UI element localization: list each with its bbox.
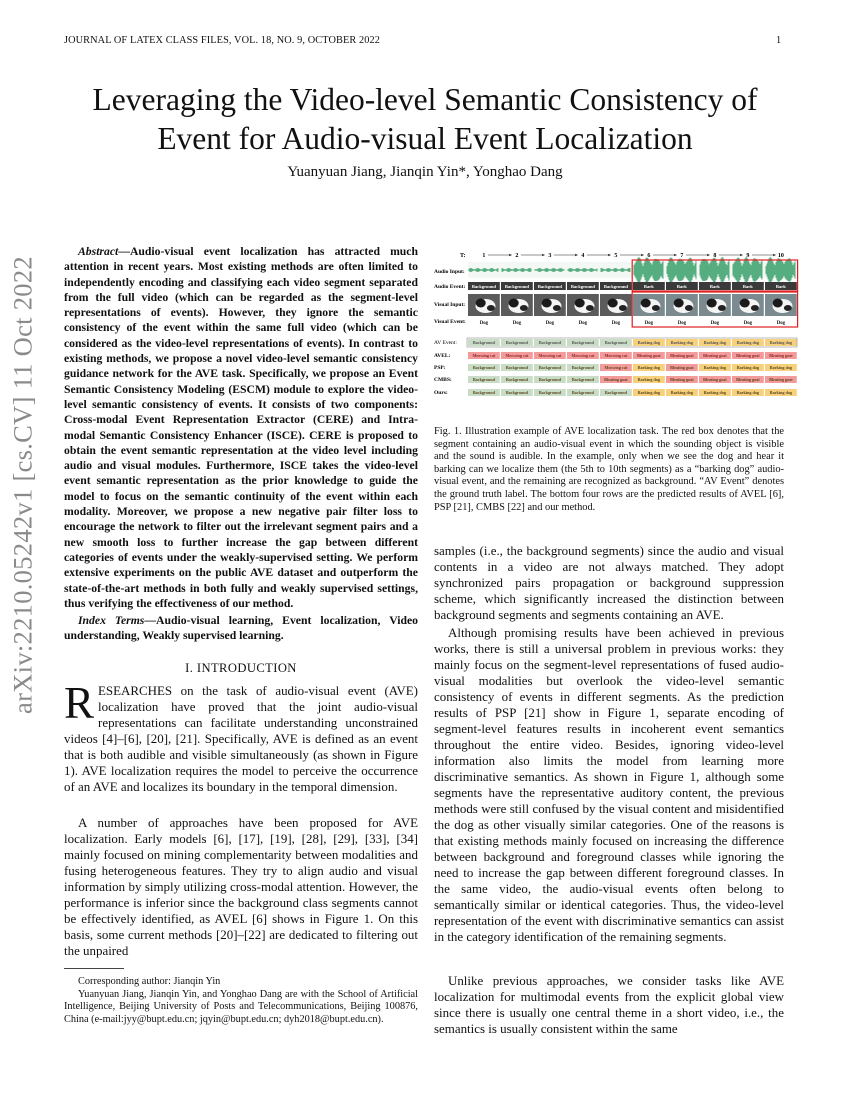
time-tick-2: 2 bbox=[515, 253, 519, 259]
psp-label-10: Barking dog bbox=[769, 364, 793, 370]
footnote-affiliation: Yuanyuan Jiang, Jianqin Yin, and Yonghao Dang are with the School of Artificial Intelligence, Beijing University of Posts and Telecommunications, Beijing 100876, China (e-mail:jyy@bupt.edu.cn; jqyin@bupt.edu.cn; dyh2018@bupt.edu.cn). bbox=[64, 988, 418, 1025]
vevent-label-2: Dog bbox=[512, 320, 522, 326]
paper-title bbox=[40, 80, 810, 158]
psp-label-5: Meowing cat bbox=[604, 364, 628, 370]
avel-label-4: Meowing cat bbox=[571, 352, 595, 358]
time-tick-6: 6 bbox=[647, 253, 651, 259]
aevent-label-6: Bark bbox=[643, 283, 654, 289]
vevent-label-7: Dog bbox=[677, 320, 687, 326]
time-tick-9: 9 bbox=[746, 253, 750, 259]
aevent-label-2: Background bbox=[504, 283, 529, 289]
time-tick-3: 3 bbox=[548, 253, 552, 259]
cmbs-label-8: Bleating goat bbox=[703, 376, 727, 382]
dog-patch-icon bbox=[553, 305, 561, 311]
index-terms-text: —Audio-visual learning, Event localization, Video understanding, Weakly supervised learning. bbox=[64, 614, 418, 643]
psp-label-1: Background bbox=[472, 364, 495, 370]
dog-patch-icon bbox=[542, 299, 552, 308]
row-label-psp: PSP: bbox=[434, 365, 446, 371]
section-heading: I. INTRODUCTION bbox=[185, 661, 297, 675]
cmbs-label-9: Bleating goat bbox=[736, 376, 760, 382]
dog-patch-icon bbox=[586, 305, 594, 311]
dog-patch-icon bbox=[674, 299, 684, 308]
ours-label-1: Background bbox=[472, 389, 495, 395]
figure-1 bbox=[432, 246, 793, 406]
psp-label-6: Barking dog bbox=[637, 364, 661, 370]
abstract bbox=[64, 244, 418, 611]
intro-p1-text: ESEARCHES on the task of audio-visual event (AVE) localization have proved that the joint audio-visual representations can facilitate understanding unconstrained videos [4]–[6], [20], [21]. Specifically, AVE is defined as an event that is both audible and visible simultaneously (as shown in Figure 1). AVE localization requires the model to perceive the occurrence of an AVE and localizes its boundary in the temporal dimension. bbox=[64, 683, 418, 794]
dog-patch-icon bbox=[773, 299, 783, 308]
aevent-label-3: Background bbox=[537, 283, 562, 289]
avel-label-6: Bleating goat bbox=[637, 352, 661, 358]
vevent-label-3: Dog bbox=[545, 320, 555, 326]
cmbs-label-4: Background bbox=[571, 376, 594, 382]
page-number: 1 bbox=[776, 35, 782, 46]
dog-patch-icon bbox=[575, 299, 585, 308]
aevent-label-1: Background bbox=[471, 283, 496, 289]
ours-label-7: Barking dog bbox=[670, 389, 694, 395]
title-line-2: Event for Audio-visual Event Localization bbox=[157, 121, 693, 156]
avel-label-5: Meowing cat bbox=[604, 352, 628, 358]
av-label-2: Background bbox=[505, 339, 528, 345]
arrow-head-icon bbox=[575, 254, 578, 257]
dog-patch-icon bbox=[520, 305, 528, 311]
time-tick-8: 8 bbox=[713, 253, 717, 259]
time-axis-label: T: bbox=[460, 253, 466, 259]
arrow-head-icon bbox=[740, 254, 743, 257]
vevent-label-8: Dog bbox=[710, 320, 720, 326]
row-label-ours: Ours: bbox=[434, 390, 448, 396]
av-label-4: Background bbox=[571, 339, 594, 345]
row-label-av-event: AV Event: bbox=[434, 340, 457, 346]
dog-patch-icon bbox=[476, 299, 486, 308]
footnote-corresponding: Corresponding author: Jianqin Yin bbox=[78, 976, 221, 987]
arrow-head-icon bbox=[674, 254, 677, 257]
cmbs-label-1: Background bbox=[472, 376, 495, 382]
cmbs-label-7: Bleating goat bbox=[670, 376, 694, 382]
aevent-label-7: Bark bbox=[676, 283, 687, 289]
dog-patch-icon bbox=[641, 299, 651, 308]
figure-caption: Fig. 1. Illustration example of AVE localization task. The red box denotes that the segment containing an audio-visual event in which the sounding object is visible and the sound is audible. In the example, only when we see the dog and hear it barking can we localize them (the 5th to 10th segments) as a “barking dog” audio-visual event, and the remaining are recognized as background. “AV Event” denotes the ground truth label. The bottom four rows are the predicted results of AVEL [6], PSP [21], CMBS [22] and our method. bbox=[434, 426, 784, 513]
row-label-cmbs: CMBS: bbox=[434, 377, 452, 383]
arxiv-stamp-text: arXiv:2210.05242v1 [cs.CV] 11 Oct 2022 bbox=[7, 256, 38, 714]
aevent-label-5: Background bbox=[603, 283, 628, 289]
cmbs-label-3: Background bbox=[538, 376, 561, 382]
footnote-rule bbox=[64, 968, 124, 969]
vevent-label-4: Dog bbox=[578, 320, 588, 326]
av-label-6: Barking dog bbox=[637, 339, 661, 345]
av-label-10: Barking dog bbox=[769, 339, 793, 345]
avel-label-8: Bleating goat bbox=[703, 352, 727, 358]
arrow-head-icon bbox=[773, 254, 776, 257]
av-label-9: Barking dog bbox=[736, 339, 760, 345]
arrow-head-icon bbox=[509, 254, 512, 257]
ours-label-5: Background bbox=[604, 389, 627, 395]
row-label-visual-event: Visual Event: bbox=[434, 319, 466, 325]
drop-cap: R bbox=[64, 678, 95, 728]
row-label-avel: AVEL: bbox=[434, 353, 451, 359]
aevent-label-9: Bark bbox=[742, 283, 753, 289]
vevent-label-1: Dog bbox=[479, 320, 489, 326]
arrow-head-icon bbox=[707, 254, 710, 257]
dog-patch-icon bbox=[784, 305, 792, 311]
waveform-bg bbox=[468, 262, 798, 278]
arxiv-stamp bbox=[2, 256, 44, 714]
av-label-1: Background bbox=[472, 339, 495, 345]
ours-label-10: Barking dog bbox=[769, 389, 793, 395]
cmbs-label-2: Background bbox=[505, 376, 528, 382]
av-label-7: Barking dog bbox=[670, 339, 694, 345]
author-list: Yuanyuan Jiang, Jianqin Yin*, Yonghao Dang bbox=[287, 164, 563, 180]
index-terms bbox=[64, 613, 418, 644]
time-tick-10: 10 bbox=[777, 253, 784, 259]
dog-patch-icon bbox=[509, 299, 519, 308]
index-terms-label: Index Terms bbox=[78, 614, 145, 627]
ours-label-6: Barking dog bbox=[637, 389, 661, 395]
psp-label-3: Background bbox=[538, 364, 561, 370]
audio-waveform bbox=[468, 257, 798, 283]
dog-patch-icon bbox=[685, 305, 693, 311]
psp-label-4: Background bbox=[571, 364, 594, 370]
abstract-label: Abstract bbox=[78, 245, 119, 258]
row-label-visual-input: Visual Input: bbox=[434, 302, 466, 308]
arrow-head-icon bbox=[641, 254, 644, 257]
right-paragraph-2: Although promising results have been achieved in previous works, there is still a universal problem in previous works: they mainly focus on the segment-level representations of fused audio-visual modalities but overlook the video-level semantic consistency of events in different segments. As the prediction results of PSP [21] show in Figure 1, separate encoding of segment-level features results in incoherent event semantics throughout the entire video. Besides, ignoring video-level information also limits the model from learning more discriminative semantics. As shown in Figure 1, although some segments have the representative auditory content, the previous methods were still confused by the visual content and misidentified the dog as other visually similar categories. One of the reasons is that existing methods mainly focused on increasing the difference between background and foreground classes while ignoring the need to increase the gap between different foreground classes. In the same video, the audio-visual events often belong to semantically similar or identical categories. Thus, the video-level representation of the event with discriminative semantics can assist in the category identification of the remaining segments. bbox=[434, 625, 784, 944]
avel-label-7: Bleating goat bbox=[670, 352, 694, 358]
time-tick-7: 7 bbox=[680, 253, 684, 259]
avel-label-10: Bleating goat bbox=[769, 352, 793, 358]
aevent-label-10: Bark bbox=[775, 283, 786, 289]
cmbs-label-5: Bleating goat bbox=[604, 376, 628, 382]
dog-patch-icon bbox=[751, 305, 759, 311]
right-paragraph-3: Unlike previous approaches, we consider tasks like AVE localization for multimodal events from the explicit global view since there is usually one central theme in a short video, i.e., the semantics is usually consistent within the same bbox=[434, 973, 784, 1036]
dog-patch-icon bbox=[740, 299, 750, 308]
av-event-row bbox=[468, 339, 797, 346]
footnote bbox=[64, 976, 418, 1026]
abstract-text: —Audio-visual event localization has attracted much attention in recent years. Most existing methods are often limited to independently encoding and classifying each video segment separated from the full video (which can be regarded as the segment-level representations of events). However, they ignore the semantic consistency of the event within the same full video (which can be considered as the video-level representations of events). In contrast to existing methods, we propose a novel video-level semantic consistency guidance network for the AVE task. Specifically, we propose an Event Semantic Consistency Modeling (ESCM) module to explore the video-level semantic consistency of events. It consists of two components: Cross-modal Event Representation Extractor (CERE) and Intra-modal Semantic Consistency Enhancer (ISCE). CERE is proposed to obtain the event semantic representation at the video level including audio and visual modules. Furthermore, ISCE takes the video-level event semantic representation as the prior knowledge to guide the model to focus on the semantic continuity of the event within each modality. Moreover, we propose a new negative pair filter loss to encourage the network to filter out the irrelevant segment pairs and a new smooth loss to further increase the gap between different categories of events under the weakly-supervised setting. We perform extensive experiments on the public AVE dataset and outperform the state-of-the-art methods in both fully and weakly supervised settings, thus verifying the effectiveness of our method. bbox=[64, 245, 418, 610]
psp-row bbox=[468, 364, 797, 371]
running-head: JOURNAL OF LATEX CLASS FILES, VOL. 18, NO. 9, OCTOBER 2022 bbox=[64, 35, 380, 46]
avel-row bbox=[468, 352, 797, 359]
av-label-8: Barking dog bbox=[703, 339, 727, 345]
row-label-audio-input: Audio Input: bbox=[434, 269, 465, 275]
time-tick-4: 4 bbox=[581, 253, 585, 259]
dog-patch-icon bbox=[487, 305, 495, 311]
ours-label-3: Background bbox=[538, 389, 561, 395]
ours-label-4: Background bbox=[571, 389, 594, 395]
cmbs-label-10: Bleating goat bbox=[769, 376, 793, 382]
dog-patch-icon bbox=[718, 305, 726, 311]
av-label-5: Background bbox=[604, 339, 627, 345]
row-label-audio-event: Audio Event: bbox=[434, 284, 466, 290]
psp-label-2: Background bbox=[505, 364, 528, 370]
ours-label-9: Barking dog bbox=[736, 389, 760, 395]
aevent-label-8: Bark bbox=[709, 283, 720, 289]
cmbs-row bbox=[468, 376, 797, 383]
psp-label-7: Bleating goat bbox=[670, 364, 694, 370]
time-tick-5: 5 bbox=[614, 253, 618, 259]
vevent-label-5: Dog bbox=[611, 320, 621, 326]
psp-label-8: Barking dog bbox=[703, 364, 727, 370]
dog-patch-icon bbox=[652, 305, 660, 311]
avel-label-3: Meowing cat bbox=[538, 352, 562, 358]
dog-patch-icon bbox=[707, 299, 717, 308]
intro-paragraph-1 bbox=[64, 678, 418, 795]
intro-paragraph-2: A number of approaches have been proposed for AVE localization. Early models [6], [17], [19], [28], [29], [33], [34] mainly focused on mining complementarity between modalities and fusing heterogeneous features. They try to align audio and visual information by simply utilizing cross-modal attention. However, the performance is inferior since the background class segments cannot be effectively identified, as AVEL [6] shows in Figure 1. On this basis, some current methods [20]–[22] are dedicated to filtering out the unpaired bbox=[64, 815, 418, 958]
ours-row bbox=[468, 389, 797, 396]
ours-label-2: Background bbox=[505, 389, 528, 395]
avel-label-9: Bleating goat bbox=[736, 352, 760, 358]
arrow-head-icon bbox=[608, 254, 611, 257]
vevent-label-6: Dog bbox=[644, 320, 654, 326]
avel-label-1: Meowing cat bbox=[472, 352, 496, 358]
cmbs-label-6: Barking dog bbox=[637, 376, 661, 382]
psp-label-9: Barking dog bbox=[736, 364, 760, 370]
ours-label-8: Barking dog bbox=[703, 389, 727, 395]
dog-patch-icon bbox=[608, 299, 618, 308]
av-label-3: Background bbox=[538, 339, 561, 345]
avel-label-2: Meowing cat bbox=[505, 352, 529, 358]
time-tick-1: 1 bbox=[482, 253, 486, 259]
dog-patch-icon bbox=[619, 305, 627, 311]
right-paragraph-1: samples (i.e., the background segments) since the audio and visual contents in a video are not always matched. They adopt synchronized pairs propagation or background suppression scheme, which significantly increased the distinction between background segments and segments containing an AVE. bbox=[434, 543, 784, 622]
arrow-head-icon bbox=[542, 254, 545, 257]
vevent-label-10: Dog bbox=[776, 320, 786, 326]
vevent-label-9: Dog bbox=[743, 320, 753, 326]
aevent-label-4: Background bbox=[570, 283, 595, 289]
title-line-1: Leveraging the Video-level Semantic Consistency of bbox=[92, 82, 758, 117]
